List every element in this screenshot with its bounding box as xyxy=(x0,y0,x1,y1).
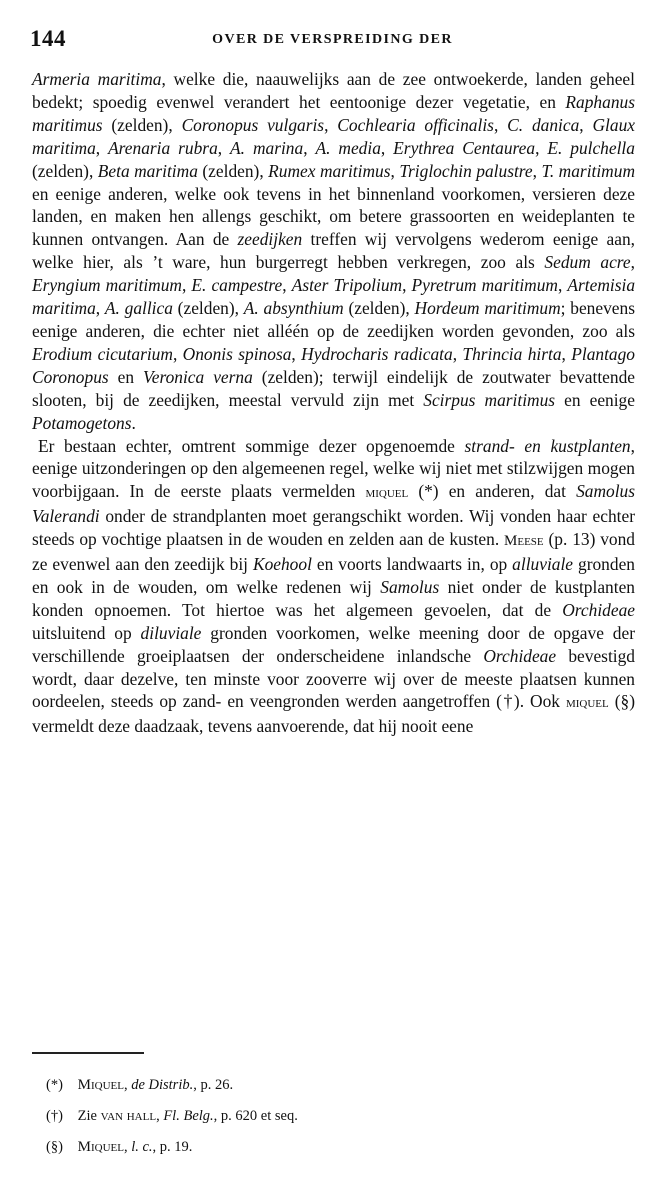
italic-text: Samolus Valerandi xyxy=(32,481,636,527)
footnote-rule xyxy=(32,1052,144,1054)
text-run: , eenige uitzonderingen op den algemeenen regel, welke wij niet met stilzwijgen mogen voorbijgaan. In de eerste plaats vermelden xyxy=(32,435,635,502)
text-run: , xyxy=(95,298,105,319)
text-run: en eenige anderen, welke ook tevens in het binnenland voorkomen, versieren deze landen, en maken hen allengs geschikt, om betere grassoorten en weideplanten te kunnen ontvangen. Aan de xyxy=(32,183,635,250)
text-run: , xyxy=(380,137,394,158)
footnote xyxy=(46,1101,635,1132)
text-run: niet onder de kustplanten konden opnoemen. Tot hiertoe was het algemeen gevoelen, dat de xyxy=(32,576,635,620)
text-run: , xyxy=(123,1139,132,1155)
italic-text: Koehool xyxy=(252,554,312,575)
italic-text: Rumex maritimus xyxy=(268,160,391,181)
text-run: (zelden), xyxy=(32,160,98,181)
italic-text: E. campestre xyxy=(191,275,283,296)
text-run: , p. 620 et seq. xyxy=(213,1108,298,1124)
text-run: ; benevens eenige anderen, die echter niet alléén op de zeedijken worden gevonden, zoo als xyxy=(32,298,635,341)
italic-text: Aster Tripolium xyxy=(291,275,403,296)
page-header xyxy=(30,26,635,56)
text-run: , xyxy=(390,160,400,181)
text-run: (zelden), xyxy=(197,160,269,181)
italic-text: Veronica verna xyxy=(143,366,253,387)
text-run: gronden en ook in de wouden, om welke redenen wij xyxy=(32,554,635,597)
italic-text: Armeria maritima xyxy=(32,69,162,89)
italic-text: C. danica xyxy=(507,114,580,135)
small-caps-name: van hall xyxy=(100,1108,157,1124)
italic-text: strand- en kustplanten xyxy=(464,435,631,456)
text-run: en xyxy=(108,366,144,387)
text-run: (zelden), xyxy=(172,298,244,319)
italic-text: Beta maritima xyxy=(97,160,198,181)
italic-text: Scirpus maritimus xyxy=(423,389,556,410)
text-run: , xyxy=(95,137,109,158)
text-run: , xyxy=(493,114,508,135)
italic-text: Raphanus maritimus xyxy=(32,91,635,135)
footnote xyxy=(46,1070,635,1101)
text-run: (§) vermeldt deze daadzaak, tevens aanvoerende, dat hij nooit eene xyxy=(32,691,635,737)
text-run: , xyxy=(535,137,548,158)
italic-text: A. gallica xyxy=(104,298,173,319)
text-run: , xyxy=(579,114,593,135)
italic-text: Fl. Belg. xyxy=(163,1108,214,1124)
footnotes xyxy=(46,1070,635,1163)
italic-text: A. absynthium xyxy=(243,298,344,319)
text-run: (zelden); terwijl eindelijk de zoutwater bevattende slooten, bij de zeedijken, meestal vervuld zijn met xyxy=(32,366,635,410)
page-number: 144 xyxy=(30,26,66,51)
footnote-mark: (†) xyxy=(46,1108,63,1124)
text-run: , welke die, naauwelijks aan de zee ontwoekerde, landen geheel bedekt; spoedig evenwel verandert het eentoonige dezer vegetatie, en xyxy=(32,69,635,112)
text-run: , xyxy=(303,137,316,158)
footnote-text xyxy=(78,1139,193,1155)
footnote-text xyxy=(78,1077,233,1093)
italic-text: Erythrea Centaurea xyxy=(393,137,536,158)
italic-text: Sedum acre xyxy=(544,252,631,273)
italic-text: Hordeum maritimum xyxy=(414,298,561,319)
text-run: (p. 13) vond ze evenwel aan den zeedijk bij xyxy=(32,529,635,575)
text-run: , xyxy=(532,160,542,181)
small-caps-name: miquel xyxy=(365,485,409,502)
footnote-text xyxy=(78,1108,298,1124)
footnote-mark: (§) xyxy=(46,1139,63,1155)
italic-text: Pyretrum maritimum xyxy=(411,275,558,296)
italic-text: E. pulchella xyxy=(547,137,635,158)
footnote xyxy=(46,1132,635,1163)
text-run: (zelden), xyxy=(343,298,415,319)
italic-text: diluviale xyxy=(140,622,202,643)
text-run: , xyxy=(172,343,183,364)
text-run: (zelden), xyxy=(102,114,182,135)
text-run: , xyxy=(452,343,463,364)
paragraph-2 xyxy=(32,435,635,739)
italic-text: Samolus xyxy=(380,576,440,597)
text-run: , xyxy=(630,252,635,273)
text-run: , xyxy=(181,275,192,296)
text-run: onder de strandplanten moet gerangschikt worden. Wij vonden haar echter steeds op vochtige plaatsen in de wouden en zelden aan de kusten. xyxy=(32,506,635,550)
italic-text: l. c. xyxy=(131,1139,153,1155)
italic-text: Glaux maritima xyxy=(32,114,635,158)
small-caps-name: Miquel xyxy=(77,1139,124,1155)
paragraph-1 xyxy=(32,68,635,435)
running-title: OVER DE VERSPREIDING DER xyxy=(212,32,453,47)
text-run: , p. 19. xyxy=(152,1139,193,1155)
text-run: uitsluitend op xyxy=(32,622,141,643)
italic-text: Orchideae xyxy=(562,599,635,620)
text-run: , xyxy=(156,1108,164,1124)
small-caps-name: Meese xyxy=(504,533,544,550)
text-run: gronden voorkomen, welke meening door de opgave der verschillende groeiplaatsen der onderscheidene inlandsche xyxy=(32,622,635,666)
small-caps-name: miquel xyxy=(565,695,609,712)
text-run: , p. 26. xyxy=(193,1077,234,1093)
italic-text: Hydrocharis radicata xyxy=(301,343,453,364)
italic-text: Cochlearia officinalis xyxy=(337,114,494,135)
text-run: , xyxy=(291,343,302,364)
italic-text: Eryngium maritimum xyxy=(32,275,182,296)
italic-text: Erodium cicutarium xyxy=(32,343,173,364)
text-run: bevestigd wordt, daar dezelve, ten minste voor zooverre wij over de meeste plaatsen kunnen oordeelen, steeds op zand- en veengronden werden aangetroffen (†). Ook xyxy=(32,645,635,712)
text-run: Er bestaan echter, omtrent sommige dezer opgenoemde xyxy=(38,435,465,456)
small-caps-name: Miquel xyxy=(77,1077,124,1093)
italic-text: Artemisia maritima xyxy=(32,275,636,319)
italic-text: Thrincia hirta xyxy=(462,343,562,364)
body-text xyxy=(32,68,635,738)
footnote-mark: (*) xyxy=(46,1077,63,1093)
italic-text: T. maritimum xyxy=(541,160,635,181)
italic-text: zeedijken xyxy=(237,229,303,250)
italic-text: Coronopus vulgaris xyxy=(181,114,325,135)
text-run: , xyxy=(402,275,412,296)
italic-text: Ononis spinosa xyxy=(182,343,292,364)
italic-text: A. marina xyxy=(230,137,304,158)
italic-text: Potamogetons xyxy=(32,412,132,433)
italic-text: de Distrib. xyxy=(131,1077,194,1093)
text-run: , xyxy=(217,137,231,158)
text-run: , xyxy=(123,1077,132,1093)
text-run: en voorts landwaarts in, op xyxy=(311,554,513,575)
text-run: , xyxy=(557,275,568,296)
italic-text: Plantago Coronopus xyxy=(32,343,635,387)
text-run: en eenige xyxy=(555,389,635,410)
text-run: . xyxy=(131,412,136,433)
italic-text: alluviale xyxy=(512,554,574,575)
italic-text: A. media xyxy=(315,137,381,158)
italic-text: Triglochin palustre xyxy=(399,160,533,181)
text-run: , xyxy=(324,114,338,135)
text-run: Zie xyxy=(77,1108,101,1124)
text-run: (*) en anderen, dat xyxy=(408,481,577,502)
text-run: , xyxy=(561,343,572,364)
italic-text: Arenaria rubra xyxy=(108,137,218,158)
text-run: , xyxy=(282,275,292,296)
italic-text: Orchideae xyxy=(483,645,557,666)
text-run: treffen wij vervolgens wederom eenige aan, welke hier, als ’t ware, hun burgerregt hebben verkregen, zoo als xyxy=(32,229,635,273)
